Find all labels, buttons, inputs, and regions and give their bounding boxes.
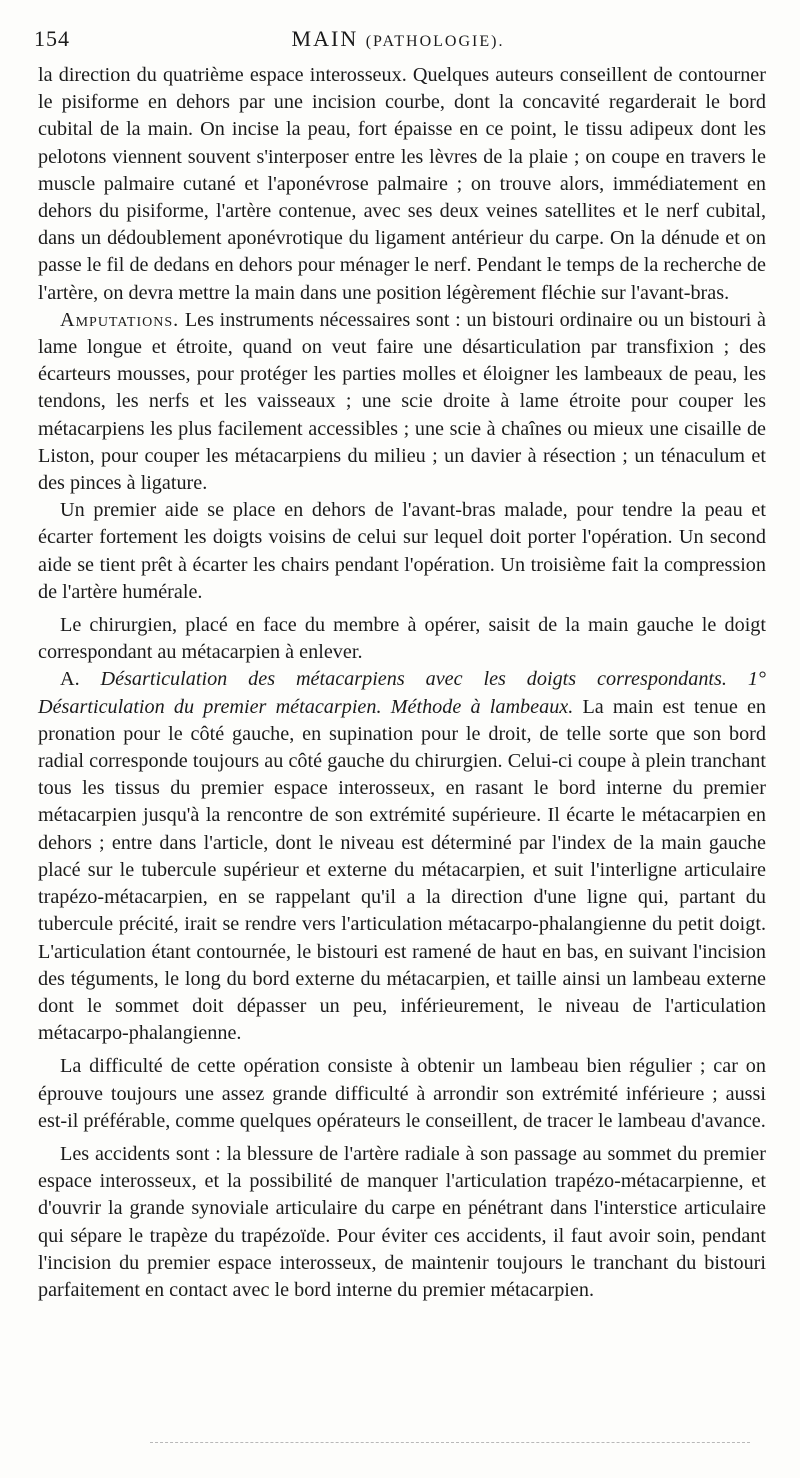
body-text (38, 62, 766, 1304)
paragraph-4: Le chirurgien, placé en face du membre à opérer, saisit de la main gauche le doigt correspondant au métacarpien à enlever. (38, 614, 766, 664)
running-title: MAIN (291, 26, 359, 51)
running-subtitle: (PATHOLOGIE). (365, 33, 505, 50)
section-heading: Désarticulation des métacarpiens avec les doigts correspondants. (100, 668, 727, 691)
section-label-amputations: Amputations. (60, 308, 180, 331)
footer-rule (150, 1442, 750, 1443)
paragraph-6: La difficulté de cette opération consiste à obtenir un lambeau bien régulier ; car on éprouve toujours une assez grande difficulté à arrondir son extrémité inférieure ; aussi est-il préférable, comme quelques opérateurs le conseillent, de tracer le lambeau d'avance. (38, 1055, 766, 1132)
paragraph-2-text: Les instruments nécessaires sont : un bistouri ordinaire ou un bistouri à lame longue et étroite, quand on veut faire une désarticulation par transfixion ; des écarteurs mousses, pour protéger les parties molles et éloigner les lambeaux de peau, les tendons, les nerfs et les vaisseaux ; une scie droite à lame étroite pour couper les métacarpiens les plus facilement accessibles ; une scie à chaînes ou mieux une cisaille de Liston, pour couper les métacarpiens du milieu ; un davier à résection ; un ténaculum et des pinces à ligature. (38, 308, 766, 495)
paragraph-amputations (38, 307, 766, 497)
section-letter: A. (60, 668, 80, 691)
paragraph-7: Les accidents sont : la blessure de l'artère radiale à son passage au sommet du premier espace interosseux, et la possibilité de manquer l'articulation trapézo-métacarpienne, et d'ouvrir la grande synoviale articulaire du carpe en pénétrant dans l'interstice articulaire qui sépare le trapèze du trapézoïde. Pour éviter ces accidents, il faut avoir soin, pendant l'incision du premier espace interosseux, de maintenir toujours le tranchant du bistouri parfaitement en contact avec le bord interne du premier métacarpien. (38, 1142, 766, 1301)
running-head (34, 26, 762, 52)
paragraph-5-text: La main est tenue en pronation pour le côté gauche, en supination pour le droit, de telle sorte que son bord radial corresponde toujours au côté gauche du chirurgien. Celui-ci coupe à plein tranchant tous les tissus du premier espace interosseux, en rasant le bord interne du premier métacarpien jusqu'à la rencontre de son extrémité supérieure. Il écarte le métacarpien en dehors ; entre dans l'article, dont le niveau est déterminé par l'index de la main gauche placé sur le tubercule supérieur et externe du métacarpien, et suit l'interligne articulaire trapézo-métacarpien, en se rappelant qu'il a la direction d'une ligne qui, partant du tubercule précité, irait se rendre vers l'articulation métacarpo-phalangienne du petit doigt. L'articulation étant contournée, le bistouri est ramené de haut en bas, en suivant l'incision des téguments, le long du bord externe du métacarpien, et taille ainsi un lambeau externe dont le sommet doit dépasser un peu, inférieurement, le niveau de l'articulation métacarpo-phalangienne. (38, 695, 766, 1045)
page-number: 154 (34, 26, 70, 51)
subsection-heading: 1° Désarticulation du premier métacarpien. Méthode à lambeaux. (38, 668, 766, 718)
paragraph-5 (38, 666, 766, 1047)
paragraph-3: Un premier aide se place en dehors de l'avant-bras malade, pour tendre la peau et écarter fortement les doigts voisins de celui sur lequel doit porter l'opération. Un second aide se tient prêt à écarter les chairs pendant l'opération. Un troisième fait la compression de l'artère humérale. (38, 499, 766, 603)
page-header (34, 26, 762, 56)
paragraph-1: la direction du quatrième espace interosseux. Quelques auteurs conseillent de contourner le pisiforme en dehors par une incision courbe, dont la concavité regarderait le bord cubital de la main. On incise la peau, fort épaisse en ce point, le tissu adipeux dont les pelotons viennent souvent s'interposer entre les lèvres de la plaie ; on coupe en travers le muscle palmaire cutané et l'aponévrose palmaire ; on trouve alors, immédiatement en dehors du pisiforme, l'artère contenue, avec ses deux veines satellites et le nerf cubital, dans un dédoublement aponévrotique du ligament antérieur du carpe. On la dénude et on passe le fil de dedans en dehors pour ménager le nerf. Pendant le temps de la recherche de l'artère, on devra mettre la main dans une position légèrement fléchie sur l'avant-bras. (38, 64, 766, 304)
